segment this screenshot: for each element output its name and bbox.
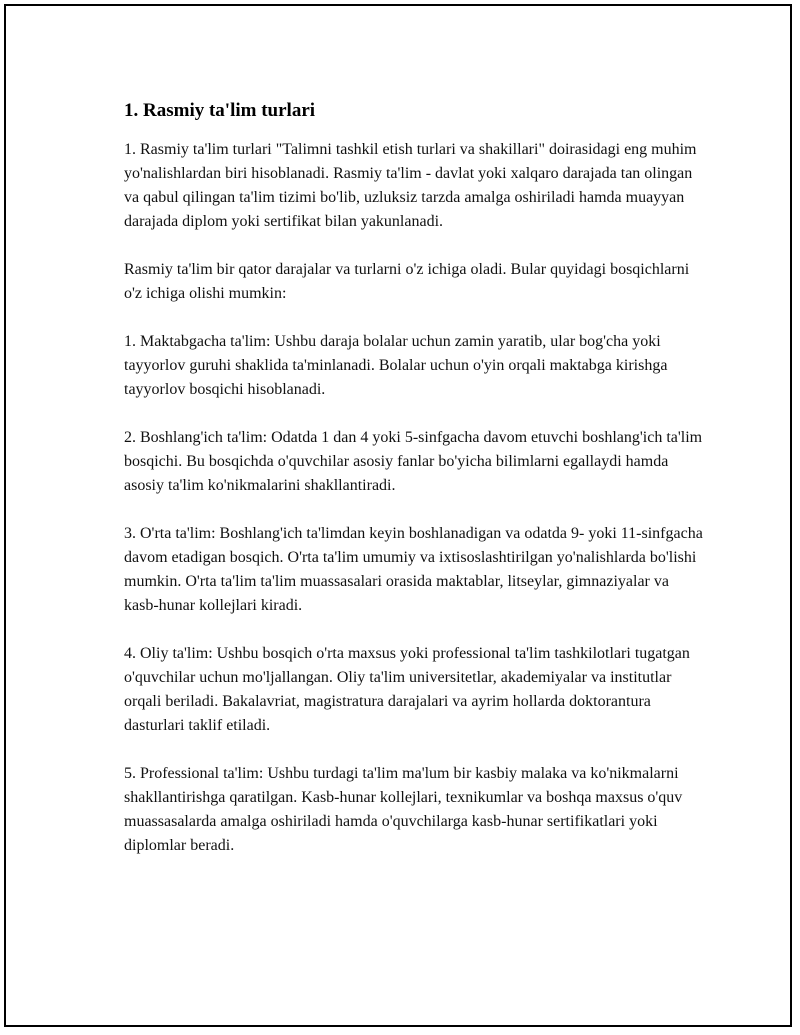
- document-body: [124, 98, 704, 858]
- primary-education-paragraph: 2. Boshlang'ich ta'lim: Odatda 1 dan 4 yoki 5-sinfgacha davom etuvchi boshlang'ich ta'lim bosqichi. Bu bosqichda o'quvchilar asosiy fanlar bo'yicha bilimlarni egallaydi hamda asosiy ta'lim ko'nikmalarini shakllantiradi.: [124, 429, 703, 494]
- professional-education-paragraph: 5. Professional ta'lim: Ushbu turdagi ta'lim ma'lum bir kasbiy malaka va ko'nikmalarni shakllantirishga qaratilgan. Kasb-hunar kollejlari, texnikumlar va boshqa maxsus o'quv muassasalarda amalga oshiriladi hamda o'quvchilarga kasb-hunar sertifikatlari yoki diplomlar beradi.: [124, 765, 683, 854]
- document-title: 1. Rasmiy ta'lim turlari: [124, 100, 316, 121]
- page-frame: [4, 4, 792, 1027]
- secondary-education-paragraph: 3. O'rta ta'lim: Boshlang'ich ta'limdan keyin boshlanadigan va odatda 9- yoki 11-sinfgacha davom etadigan bosqich. O'rta ta'lim umumiy va ixtisoslashtirilgan yo'nalishlarda bo'lishi mumkin. O'rta ta'lim ta'lim muassasalari orasida maktablar, litseylar, gimnaziyalar va kasb-hunar kollejlari kiradi.: [124, 525, 703, 614]
- intro-paragraph: 1. Rasmiy ta'lim turlari "Talimni tashkil etish turlari va shakillari" doirasidagi eng muhim yo'nalishlardan biri hisoblanadi. Rasmiy ta'lim - davlat yoki xalqaro darajada tan olingan va qabul qilingan ta'lim tizimi bo'lib, uzluksiz tarzda amalga oshiriladi hamda muayyan darajada diplom yoki sertifikat bilan yakunlanadi.: [124, 141, 697, 230]
- higher-education-paragraph: 4. Oliy ta'lim: Ushbu bosqich o'rta maxsus yoki professional ta'lim tashkilotlari tugatgan o'quvchilar uchun mo'ljallangan. Oliy ta'lim universitetlar, akademiyalar va institutlar orqali beriladi. Bakalavriat, magistratura darajalari va ayrim hollarda doktorantura dasturlari taklif etiladi.: [124, 645, 690, 734]
- preschool-education-paragraph: 1. Maktabgacha ta'lim: Ushbu daraja bolalar uchun zamin yaratib, ular bog'cha yoki tayyorlov guruhi shaklida ta'minlanadi. Bolalar uchun o'yin orqali maktabga kirishga tayyorlov bosqichi hisoblanadi.: [124, 333, 668, 398]
- levels-overview-paragraph: Rasmiy ta'lim bir qator darajalar va turlarni o'z ichiga oladi. Bular quyidagi bosqichlarni o'z ichiga olishi mumkin:: [124, 261, 690, 302]
